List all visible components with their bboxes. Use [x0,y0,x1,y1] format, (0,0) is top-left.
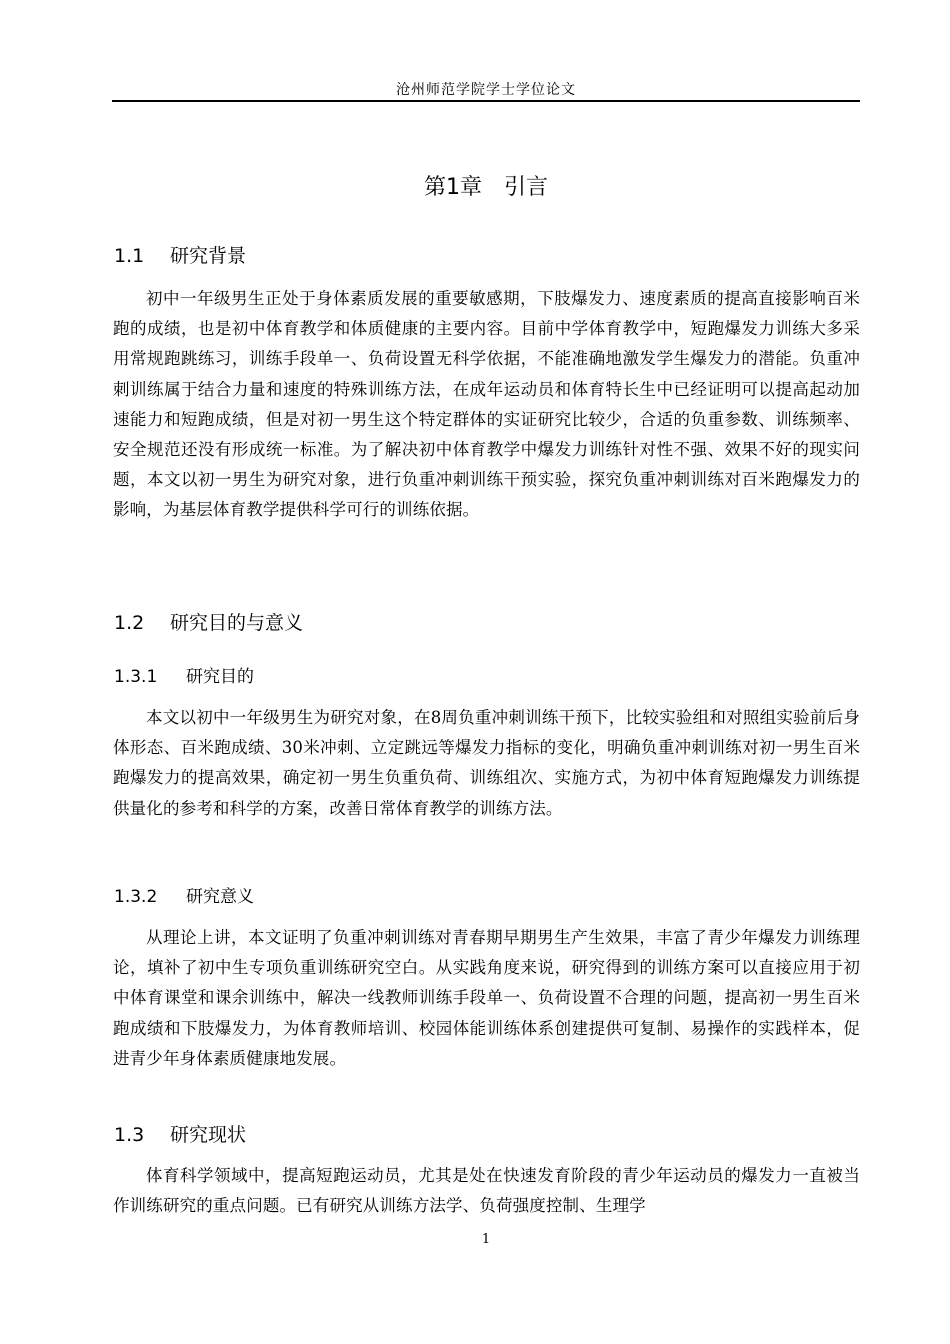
paragraph-research-purpose: 本文以初中一年级男生为研究对象，在8周负重冲刺训练干预下，比较实验组和对照组实验前后身体形态、百米跑成绩、30米冲刺、立定跳远等爆发力指标的变化，明确负重冲刺训练对初一男生百米跑爆发力的提高效果，确定初一男生负重负荷、训练组次、实施方式，为初中体育短跑爆发力训练提供量化的参考和科学的方案，改善日常体育教学的训练方法。 [113,708,860,818]
paragraph-research-significance: 从理论上讲，本文证明了负重冲刺训练对青春期早期男生产生效果，丰富了青少年爆发力训练理论，填补了初中生专项负重训练研究空白。从实践角度来说，研究得到的训练方案可以直接应用于初中体育课堂和课余训练中，解决一线教师训练手段单一、负荷设置不合理的问题，提高初一男生百米跑成绩和下肢爆发力，为体育教师培训、校园体能训练体系创建提供可复制、易操作的实践样本，促进青少年身体素质健康地发展。 [113,928,860,1068]
section-heading-1-2 [114,608,860,635]
section-title: 研究现状 [170,1124,247,1146]
section-title: 研究目的 [186,667,254,687]
section-heading-1-3-2 [114,882,860,907]
running-header: 沧州师范学院学士学位论文 [396,82,576,98]
page-number: 1 [481,1232,491,1247]
section-number: 1.3 [114,1124,145,1146]
chapter-title: 第1章 引言 [424,175,548,200]
paragraph-research-status: 体育科学领域中，提高短跑运动员，尤其是处在快速发育阶段的青少年运动员的爆发力一直被当作训练研究的重点问题。已有研究从训练方法学、负荷强度控制、生理学 [113,1166,860,1216]
section-title: 研究目的与意义 [170,612,304,634]
section-heading-1-3-1 [114,662,860,687]
section-number: 1.2 [114,612,145,634]
section-number: 1.1 [114,245,145,267]
section-title: 研究意义 [186,887,254,907]
section-title: 研究背景 [170,245,247,267]
header-rule [112,100,860,102]
section-number: 1.3.2 [114,887,158,907]
section-number: 1.3.1 [114,667,158,687]
section-heading-1-3 [114,1120,860,1147]
section-heading-1-1 [114,241,860,268]
paragraph-research-background: 初中一年级男生正处于身体素质发展的重要敏感期，下肢爆发力、速度素质的提高直接影响百米跑的成绩，也是初中体育教学和体质健康的主要内容。目前中学体育教学中，短跑爆发力训练大多采用常规跑跳练习，训练手段单一、负荷设置无科学依据，不能准确地激发学生爆发力的潜能。负重冲刺训练属于结合力量和速度的特殊训练方法，在成年运动员和体育特长生中已经证明可以提高起动加速能力和短跑成绩，但是对初一男生这个特定群体的实证研究比较少，合适的负重参数、训练频率、安全规范还没有形成统一标准。为了解决初中体育教学中爆发力训练针对性不强、效果不好的现实问题，本文以初一男生为研究对象，进行负重冲刺训练干预实验，探究负重冲刺训练对百米跑爆发力的影响，为基层体育教学提供科学可行的训练依据。 [113,289,860,520]
